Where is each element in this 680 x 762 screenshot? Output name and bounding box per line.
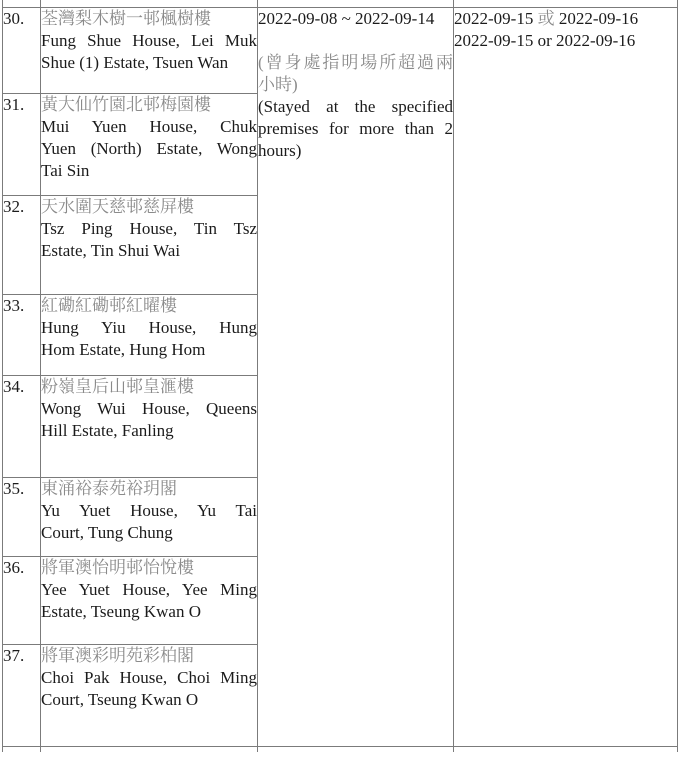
test-dates-or-zh: 或 bbox=[537, 8, 555, 28]
premises-name-en: Fung Shue House, Lei Muk Shue (1) Estate, Tsuen Wan bbox=[41, 30, 257, 72]
premises-cell bbox=[41, 477, 258, 556]
period-cell bbox=[258, 7, 454, 746]
premises-name-en: Choi Pak House, Choi Ming Court, Tseung Kwan O bbox=[41, 667, 257, 709]
row-number: 36. bbox=[3, 556, 41, 644]
premises-name-en: Yee Yuet House, Yee Ming Estate, Tseung Kwan O bbox=[41, 579, 257, 621]
premises-cell bbox=[41, 556, 258, 644]
premises-name-en: Yu Yuet House, Yu Tai Court, Tung Chung bbox=[41, 500, 257, 542]
empty-cell bbox=[258, 746, 454, 752]
premises-name-zh: 天水圍天慈邨慈屏樓 bbox=[41, 196, 194, 216]
premises-cell bbox=[41, 644, 258, 746]
empty-cell bbox=[258, 0, 454, 7]
period-note-zh: (曾身處指明場所超過兩 小時) bbox=[258, 52, 453, 94]
test-dates-line-zh bbox=[454, 8, 677, 30]
premises-name-zh: 紅磡紅磡邨紅曜樓 bbox=[41, 295, 177, 315]
test-date-1: 2022-09-15 bbox=[454, 8, 534, 28]
test-date-2: 2022-09-16 bbox=[558, 8, 639, 28]
empty-cell bbox=[3, 746, 41, 752]
premises-name-zh: 將軍澳彩明苑彩柏閣 bbox=[41, 645, 194, 665]
empty-cell bbox=[3, 0, 41, 7]
premises-cell bbox=[41, 294, 258, 375]
row-number: 35. bbox=[3, 477, 41, 556]
premises-name-en: Hung Yiu House, Hung Hom Estate, Hung Hom bbox=[41, 317, 257, 359]
premises-cell bbox=[41, 93, 258, 195]
premises-cell bbox=[41, 7, 258, 93]
premises-cell bbox=[41, 375, 258, 477]
table-row-partial-top bbox=[3, 0, 678, 7]
premises-name-zh: 黃大仙竹園北邨梅園樓 bbox=[41, 94, 211, 114]
premises-name-zh: 荃灣梨木樹一邨楓樹樓 bbox=[41, 8, 211, 28]
row-number: 33. bbox=[3, 294, 41, 375]
premises-name-en: Wong Wui House, Queens Hill Estate, Fanling bbox=[41, 398, 257, 440]
test-dates-line-en: 2022-09-15 or 2022-09-16 bbox=[454, 30, 636, 50]
row-number: 30. bbox=[3, 7, 41, 93]
premises-table bbox=[2, 0, 678, 752]
premises-name-zh: 將軍澳怡明邨怡悅樓 bbox=[41, 557, 194, 577]
period-note-en: (Stayed at the specified premises for more than 2 hours) bbox=[258, 96, 453, 160]
table-row bbox=[3, 7, 678, 93]
premises-name-zh: 粉嶺皇后山邨皇滙樓 bbox=[41, 376, 194, 396]
empty-cell bbox=[41, 746, 258, 752]
premises-name-en: Tsz Ping House, Tin Tsz Estate, Tin Shui Wai bbox=[41, 218, 257, 260]
row-number: 37. bbox=[3, 644, 41, 746]
empty-cell bbox=[454, 0, 678, 7]
row-number: 34. bbox=[3, 375, 41, 477]
premises-name-en: Mui Yuen House, Chuk Yuen (North) Estate, Wong Tai Sin bbox=[41, 116, 257, 180]
table-row-partial-bottom bbox=[3, 746, 678, 752]
premises-cell bbox=[41, 195, 258, 294]
period-date-range: 2022-09-08 ~ 2022-09-14 bbox=[258, 8, 435, 28]
empty-cell bbox=[454, 746, 678, 752]
empty-cell bbox=[41, 0, 258, 7]
row-number: 32. bbox=[3, 195, 41, 294]
row-number: 31. bbox=[3, 93, 41, 195]
test-dates-cell bbox=[454, 7, 678, 746]
premises-name-zh: 東涌裕泰苑裕玥閣 bbox=[41, 478, 177, 498]
